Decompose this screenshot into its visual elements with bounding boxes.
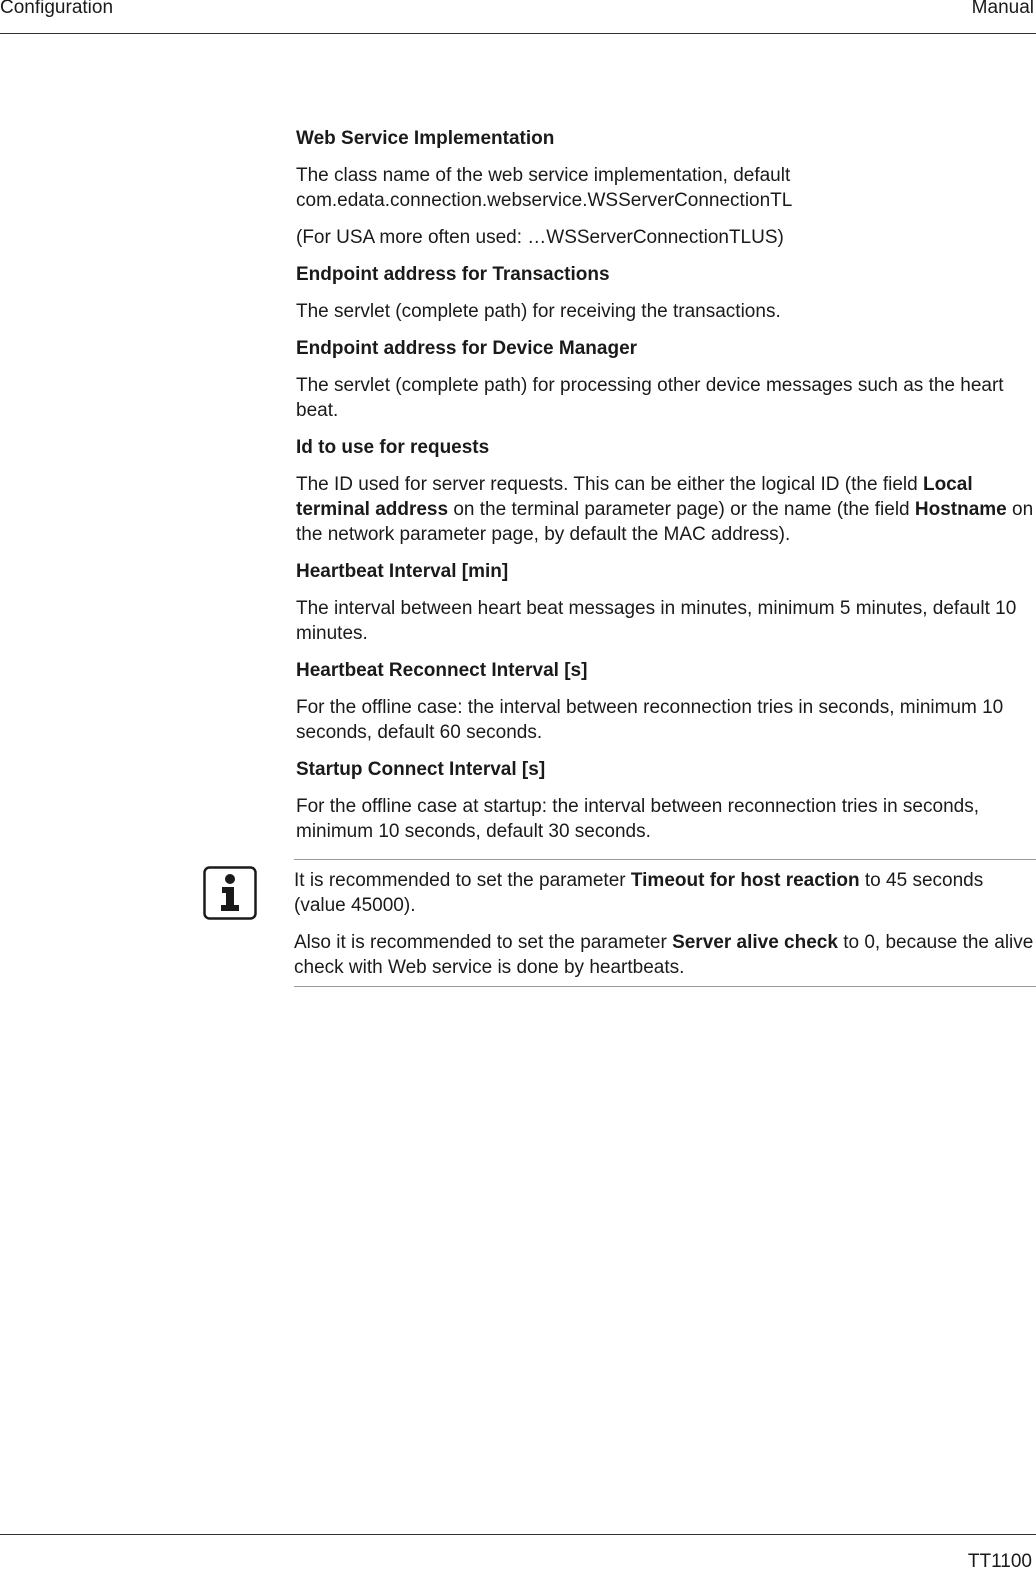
parameter-heading: Web Service Implementation	[296, 128, 555, 149]
parameter-heading: Id to use for requests	[296, 437, 490, 458]
parameter-descriptions	[296, 126, 1036, 856]
info-note	[294, 859, 1036, 987]
parameter-heading: Heartbeat Interval [min]	[296, 561, 509, 582]
text-run: The ID used for server requests. This can be either the logical ID (the field	[296, 474, 923, 495]
parameter-heading: Endpoint address for Transactions	[296, 264, 610, 285]
text-run: on the terminal parameter page) or the name (the field	[448, 499, 915, 520]
text-run: (For USA more often used: …WSServerConnectionTLUS)	[296, 227, 784, 248]
parameter-description	[296, 695, 1036, 745]
parameter-description	[296, 299, 1036, 324]
text-run: The servlet (complete path) for processing other device messages such as the heart beat.	[296, 375, 1004, 421]
parameter-heading: Heartbeat Reconnect Interval [s]	[296, 660, 588, 681]
text-run: com.edata.connection.webservice.WSServerConnectionTL	[296, 190, 793, 211]
text-run: The servlet (complete path) for receiving the transactions.	[296, 301, 781, 322]
parameter-heading: Startup Connect Interval [s]	[296, 759, 546, 780]
info-icon	[203, 866, 257, 920]
parameter-description	[296, 225, 1036, 250]
header-doc-type: Manual	[971, 0, 1034, 18]
text-run: to 45 seconds (value 45000).	[294, 870, 984, 916]
parameter-description	[296, 794, 1036, 844]
footer-product-name: TT1100	[967, 1551, 1032, 1572]
emphasized-term: Hostname	[914, 499, 1007, 520]
text-run: The class name of the web service implementation, default	[296, 165, 791, 186]
header-section-title: Configuration	[0, 0, 114, 18]
emphasized-term: Local terminal address	[296, 474, 973, 520]
parameter-description	[296, 596, 1036, 646]
parameter-heading: Endpoint address for Device Manager	[296, 338, 638, 359]
note-paragraph	[294, 868, 1034, 918]
text-run: to 0, because the alive check with Web service is done by heartbeats.	[294, 932, 1034, 978]
page-footer	[0, 1534, 1036, 1584]
text-run: Also it is recommended to set the parameter	[294, 932, 673, 953]
info-note-body	[294, 868, 1034, 992]
text-run: It is recommended to set the parameter	[294, 870, 631, 891]
parameter-description	[296, 163, 1036, 213]
emphasized-term: Timeout for host reaction	[630, 870, 860, 891]
parameter-description	[296, 373, 1036, 423]
parameter-description	[296, 472, 1036, 547]
note-paragraph	[294, 930, 1034, 980]
emphasized-term: Server alive check	[672, 932, 838, 953]
text-run: The interval between heart beat messages in minutes, minimum 5 minutes, default 10 minutes.	[296, 598, 1017, 644]
page-header	[0, 0, 1036, 34]
text-run: For the offline case at startup: the interval between reconnection tries in seconds, minimum 10 seconds, default 30 seconds.	[296, 796, 979, 842]
text-run: on the network parameter page, by default the MAC address).	[296, 499, 1034, 545]
text-run: For the offline case: the interval between reconnection tries in seconds, minimum 10 seconds, default 60 seconds.	[296, 697, 1004, 743]
